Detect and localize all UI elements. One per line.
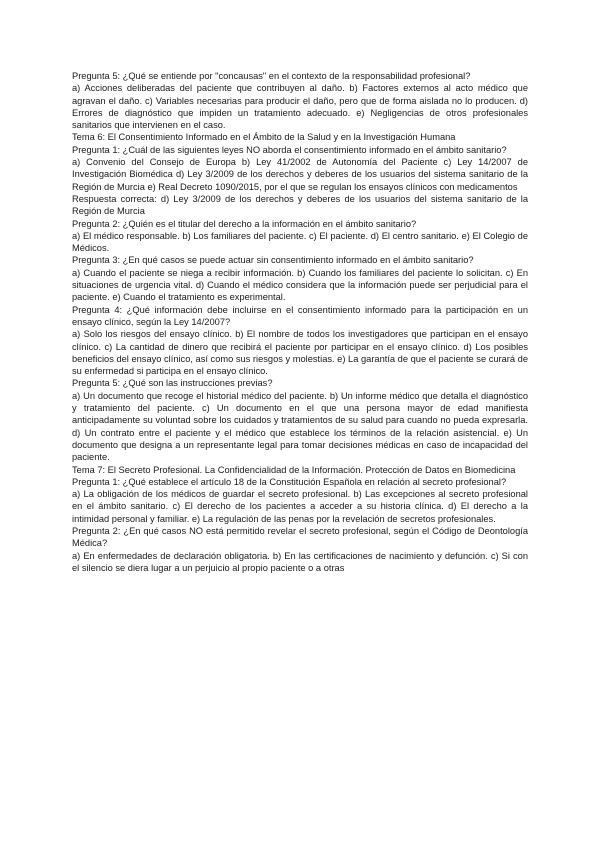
paragraph: a) El médico responsable. b) Los familiares del paciente. c) El paciente. d) El centro sanitario. e) El Colegio de Médicos. (72, 230, 528, 254)
paragraph: a) Cuando el paciente se niega a recibir información. b) Cuando los familiares del paciente lo solicitan. c) En situaciones de urgencia vital. d) Cuando el médico considera que la información puede ser perjudicial para el paciente. e) Cuando el tratamiento es experimental. (72, 267, 528, 303)
paragraph: a) Solo los riesgos del ensayo clínico. b) El nombre de todos los investigadores que participan en el ensayo clínico. c) La cantidad de dinero que recibirá el paciente por participar en el ensayo clínico. d) Los posibles beneficios del ensayo clínico, así como sus riesgos y molestias. e) La garantía de que el paciente se curará de su enfermedad si participa en el ensayo clínico. (72, 329, 528, 377)
paragraph: a) Acciones deliberadas del paciente que contribuyen al daño. b) Factores externos al acto médico que agravan el daño. c) Variables necesarias para producir el daño, pero que de forma aislada no lo producen. d) Errores de diagnóstico que impiden un tratamiento adecuado. e) Negligencias de otros profesionales sanitarios que intervienen en el caso. (72, 83, 528, 131)
paragraph: Pregunta 2: ¿En qué casos NO está permitido revelar el secreto profesional, según el Código de Deontología Médica? (72, 525, 528, 549)
paragraph: Pregunta 1: ¿Qué establece el artículo 18 de la Constitución Española en relación al secreto profesional? (72, 476, 507, 487)
paragraph: Pregunta 2: ¿Quién es el titular del derecho a la información en el ámbito sanitario? (72, 218, 417, 229)
section-heading: Tema 6: El Consentimiento Informado en el Ámbito de la Salud y en la Investigación Humana (72, 132, 456, 143)
paragraph: a) En enfermedades de declaración obligatoria. b) En las certificaciones de nacimiento y defunción. c) Si con el silencio se diera lugar a un perjuicio al propio paciente o a otras (72, 550, 528, 573)
paragraph: Pregunta 4: ¿Qué información debe incluirse en el consentimiento informado para la participación en un ensayo clínico, según la Ley 14/2007? (72, 304, 528, 327)
paragraph: a) Un documento que recoge el historial médico del paciente. b) Un informe médico que detalla el diagnóstico y tratamiento del paciente. c) Un documento en el que una persona mayor de edad manifiesta anticipadamente su voluntad sobre los cuidados y tratamientos de su salud para cuando no pueda expresarla. d) Un contrato entre el paciente y el médico que establece los términos de la relación asistencial. e) Un documento que designa a un representante legal para tomar decisiones médicas en caso de incapacidad del paciente. (72, 390, 528, 463)
document-body (72, 70, 528, 574)
paragraph: Pregunta 5: ¿Qué son las instrucciones previas? (72, 378, 273, 389)
section-heading: Tema 7: El Secreto Profesional. La Confidencialidad de la Información. Protección de Datos en Biomedicina (72, 464, 516, 475)
paragraph: Pregunta 1: ¿Cuál de las siguientes leyes NO aborda el consentimiento informado en el ámbito sanitario? (72, 144, 507, 155)
paragraph: Respuesta correcta: d) Ley 3/2009 de los derechos y deberes de los usuarios del sistema sanitario de la Región de Murcia (72, 193, 528, 217)
paragraph: a) La obligación de los médicos de guardar el secreto profesional. b) Las excepciones al secreto profesional en el ámbito sanitario. c) El derecho de los pacientes a acceder a su historia clínica. d) El derecho a la intimidad personal y familiar. e) La regulación de las penas por la revelación de secretos profesionales. (72, 489, 528, 524)
paragraph: Pregunta 3: ¿En qué casos se puede actuar sin consentimiento informado en el ámbito sanitario? (72, 255, 474, 266)
paragraph: Pregunta 5: ¿Qué se entiende por "concausas" en el contexto de la responsabilidad profesional? (72, 71, 471, 81)
paragraph: a) Convenio del Consejo de Europa b) Ley 41/2002 de Autonomía del Paciente c) Ley 14/2007 de Investigación Biomédica d) Ley 3/2009 de los derechos y deberes de los usuarios del sistema sanitario de la Región de Murcia e) Real Decreto 1090/2015, por el que se regulan los ensayos clínicos con medicamentos (72, 157, 528, 192)
